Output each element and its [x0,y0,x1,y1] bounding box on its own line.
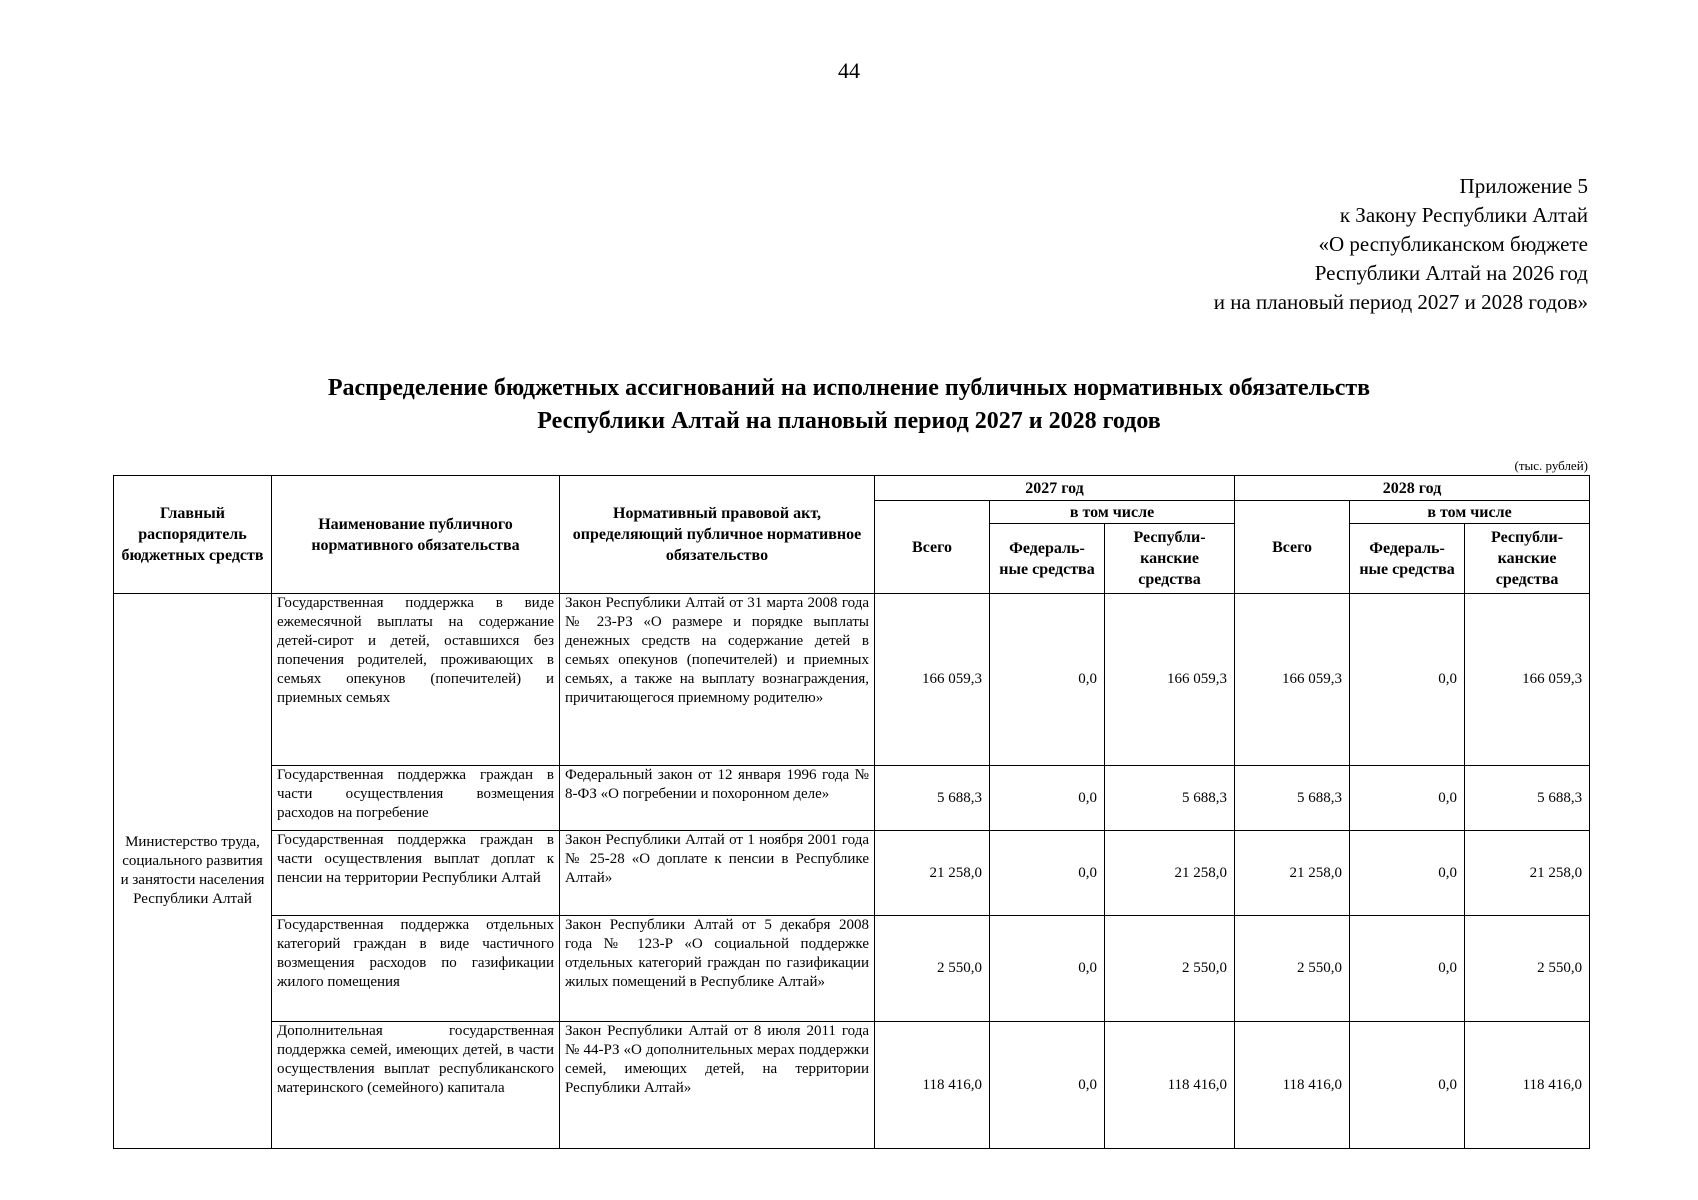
budget-table [113,475,1590,1149]
republic-2027-cell: 166 059,3 [1105,594,1235,766]
header-year-2027: 2027 год [875,476,1235,501]
republic-2028-cell: 21 258,0 [1465,831,1590,916]
act-cell: Федеральный закон от 12 января 1996 года № 8-ФЗ «О погребении и похоронном деле» [560,766,875,831]
appendix-block [1214,172,1588,317]
federal-2027-cell: 0,0 [990,831,1105,916]
act-cell: Закон Республики Алтай от 5 декабря 2008 года № 123-Р «О социальной поддержке отдельных категорий граждан по газификации жилых помещений в Республике Алтай» [560,916,875,1022]
appendix-line: к Закону Республики Алтай [1339,203,1588,227]
total-2027-cell: 118 416,0 [875,1022,990,1149]
header-federal-2028: Федераль-ные средства [1350,524,1465,594]
table-row [114,916,1590,1022]
document-title [0,372,1698,438]
header-republic-2027: Республи-канские средства [1105,524,1235,594]
header-obligation: Наименование публичного нормативного обязательства [272,476,560,594]
federal-2028-cell: 0,0 [1350,594,1465,766]
total-2027-cell: 166 059,3 [875,594,990,766]
table-row [114,594,1590,766]
republic-2027-cell: 2 550,0 [1105,916,1235,1022]
header-act: Нормативный правовой акт, определяющий публичное нормативное обязательство [560,476,875,594]
federal-2027-cell: 0,0 [990,766,1105,831]
obligation-cell: Государственная поддержка в виде ежемесячной выплаты на содержание детей-сирот и детей, оставшихся без попечения родителей, проживающих в семьях опекунов (попечителей) и приемных семьях [272,594,560,766]
table-row [114,1022,1590,1149]
appendix-line: «О республиканском бюджете [1318,232,1588,256]
header-administrator: Главный распорядитель бюджетных средств [114,476,272,594]
total-2028-cell: 2 550,0 [1235,916,1350,1022]
appendix-line: Республики Алтай на 2026 год [1314,261,1588,285]
table-row [114,831,1590,916]
total-2027-cell: 5 688,3 [875,766,990,831]
total-2028-cell: 5 688,3 [1235,766,1350,831]
federal-2028-cell: 0,0 [1350,916,1465,1022]
act-cell: Закон Республики Алтай от 31 марта 2008 года № 23-РЗ «О размере и порядке выплаты денежных средств на содержание детей в семьях опекунов (попечителей) и приемных семьях, а также на выплату вознаграждения, причитающегося приемному родителю» [560,594,875,766]
total-2028-cell: 166 059,3 [1235,594,1350,766]
appendix-line: и на плановый период 2027 и 2028 годов» [1213,290,1588,314]
republic-2028-cell: 166 059,3 [1465,594,1590,766]
title-line-1: Распределение бюджетных ассигнований на исполнение публичных нормативных обязательств [327,375,1371,401]
republic-2028-cell: 118 416,0 [1465,1022,1590,1149]
administrator-cell: Министерство труда, социального развития и занятости населения Республики Алтай [114,594,272,1149]
total-2027-cell: 21 258,0 [875,831,990,916]
total-2028-cell: 118 416,0 [1235,1022,1350,1149]
table-row [114,766,1590,831]
republic-2027-cell: 118 416,0 [1105,1022,1235,1149]
republic-2028-cell: 5 688,3 [1465,766,1590,831]
federal-2027-cell: 0,0 [990,1022,1105,1149]
header-total-2027: Всего [875,501,990,594]
appendix-line: Приложение 5 [1459,174,1588,198]
obligation-cell: Государственная поддержка отдельных категорий граждан в виде частичного возмещения расходов по газификации жилого помещения [272,916,560,1022]
header-republic-2028: Республи-канские средства [1465,524,1590,594]
header-including-2027: в том числе [990,501,1235,524]
total-2027-cell: 2 550,0 [875,916,990,1022]
header-including-2028: в том числе [1350,501,1590,524]
obligation-cell: Дополнительная государственная поддержка семей, имеющих детей, в части осуществления выплат республиканского материнского (семейного) капитала [272,1022,560,1149]
act-cell: Закон Республики Алтай от 8 июля 2011 года № 44-РЗ «О дополнительных мерах поддержки семей, имеющих детей, на территории Республики Алтай» [560,1022,875,1149]
act-cell: Закон Республики Алтай от 1 ноября 2001 года № 25-28 «О доплате к пенсии в Республике Алтай» [560,831,875,916]
units-label: (тыс. рублей) [1514,458,1588,473]
obligation-cell: Государственная поддержка граждан в части осуществления возмещения расходов на погребение [272,766,560,831]
page-number: 44 [838,58,860,83]
title-line-2: Республики Алтай на плановый период 2027 и 2028 годов [537,408,1161,434]
obligation-cell: Государственная поддержка граждан в части осуществления выплат доплат к пенсии на территории Республики Алтай [272,831,560,916]
federal-2028-cell: 0,0 [1350,766,1465,831]
republic-2027-cell: 21 258,0 [1105,831,1235,916]
republic-2028-cell: 2 550,0 [1465,916,1590,1022]
header-federal-2027: Федераль-ные средства [990,524,1105,594]
federal-2028-cell: 0,0 [1350,831,1465,916]
federal-2027-cell: 0,0 [990,916,1105,1022]
republic-2027-cell: 5 688,3 [1105,766,1235,831]
header-year-2028: 2028 год [1235,476,1590,501]
header-total-2028: Всего [1235,501,1350,594]
federal-2028-cell: 0,0 [1350,1022,1465,1149]
total-2028-cell: 21 258,0 [1235,831,1350,916]
federal-2027-cell: 0,0 [990,594,1105,766]
